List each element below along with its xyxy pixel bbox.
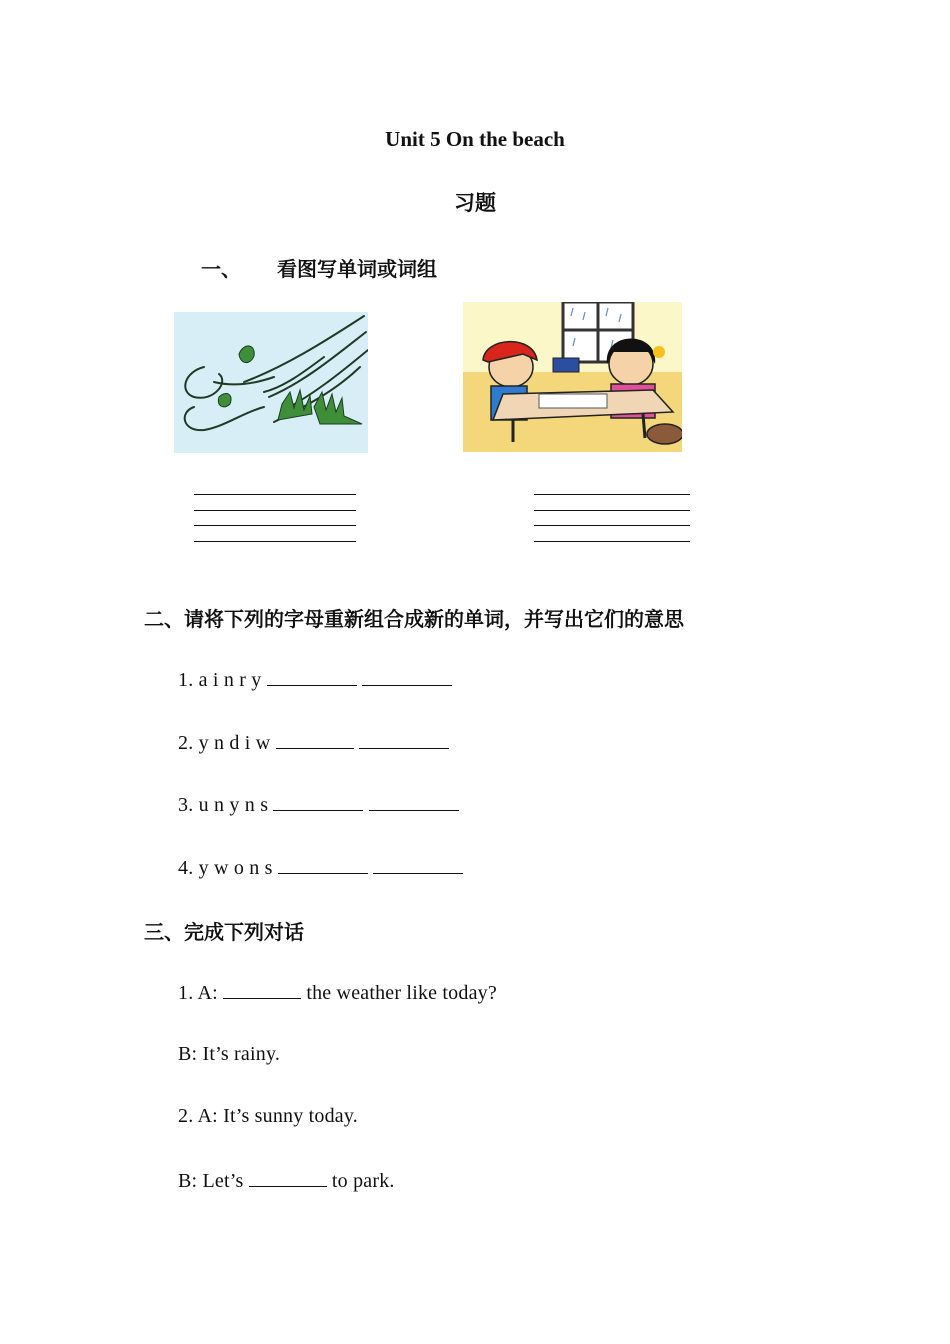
section2-heading: 二、请将下列的字母重新组合成新的单词，并写出它们的意思 [144,607,684,631]
list-item [178,855,463,880]
dialogue-blank[interactable] [249,1168,327,1187]
answer-line[interactable] [194,525,356,526]
children-indoors-picture [463,302,682,452]
scrambled-word: 1. a i n r y [178,669,262,691]
dialogue-line [178,980,497,1005]
scrambled-word: 3. u n y n s [178,794,269,816]
word-blank[interactable] [267,667,357,686]
speaker-a-label: 1. A: [178,982,218,1004]
word-blank[interactable] [278,855,368,874]
meaning-blank[interactable] [369,792,459,811]
section1-heading: 看图写单词或词组 [277,257,437,281]
dialogue-line: 2. A: It’s sunny today. [178,1105,358,1127]
speaker-b-label: B: Let’s [178,1170,244,1192]
answer-line[interactable] [194,541,356,542]
answer-line[interactable] [194,494,356,495]
dialogue-line [178,1168,395,1193]
answer-line[interactable] [194,510,356,511]
meaning-blank[interactable] [359,730,449,749]
list-item [178,792,459,817]
answer-line[interactable] [534,541,690,542]
dialogue-text: to park. [331,1170,395,1192]
section1-number: 一、 [201,257,241,281]
list-item [178,730,449,755]
meaning-blank[interactable] [373,855,463,874]
list-item [178,667,452,692]
section3-heading: 三、完成下列对话 [144,920,304,944]
dialogue-blank[interactable] [223,980,301,999]
dialogue-line: B: It’s rainy. [178,1043,281,1065]
page-title: Unit 5 On the beach [385,127,565,151]
scrambled-word: 2. y n d i w [178,732,271,754]
dialogue-text: the weather like today? [306,982,497,1004]
answer-line[interactable] [534,494,690,495]
answer-line[interactable] [534,510,690,511]
wind-picture [174,312,368,453]
word-blank[interactable] [276,730,354,749]
meaning-blank[interactable] [362,667,452,686]
word-blank[interactable] [273,792,363,811]
page-subtitle: 习题 [454,191,496,215]
scrambled-word: 4. y w o n s [178,857,273,879]
answer-line[interactable] [534,525,690,526]
